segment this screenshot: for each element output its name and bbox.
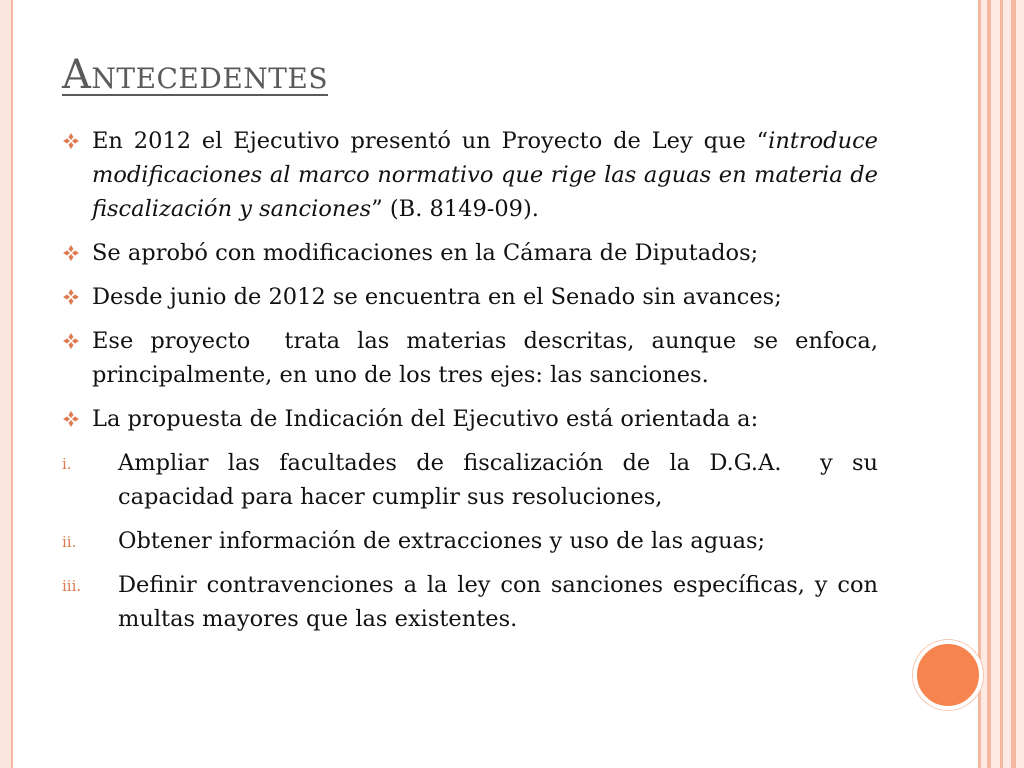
- diamond-bullet-icon: [62, 288, 80, 306]
- numbered-item: [62, 446, 886, 514]
- numbered-item: [62, 568, 878, 636]
- bullet-text: Desde junio de 2012 se encuentra en el Senado sin avances;: [92, 284, 782, 310]
- numbered-text: Definir contravenciones a la ley con sanciones específicas, y con multas mayores que las existentes.: [118, 572, 878, 632]
- diamond-bullet-icon: [62, 244, 80, 262]
- roman-numeral: i.: [62, 455, 72, 473]
- bullet-list: [62, 124, 886, 646]
- orange-circle-decoration: [913, 640, 983, 710]
- bullet-text: En 2012 el Ejecutivo presentó un Proyecto de Ley que “: [92, 128, 769, 154]
- frame-stripe: [987, 0, 991, 768]
- left-frame-border: [0, 0, 13, 768]
- numbered-item: [62, 524, 878, 558]
- bullet-text: Ese proyecto trata las materias descritas, aunque se enfoca, principalmente, en uno de los tres ejes: las sanciones.: [92, 328, 886, 388]
- frame-stripe: [1000, 0, 1003, 768]
- roman-numeral: iii.: [62, 577, 82, 595]
- frame-stripe: [1011, 0, 1016, 768]
- bullet-item: [62, 402, 878, 436]
- roman-numeral: ii.: [62, 533, 77, 551]
- diamond-bullet-icon: [62, 132, 80, 150]
- bullet-quote-italic: introduce modificaciones al marco normativo que rige las aguas en materia de fiscalización y sanciones: [92, 128, 878, 222]
- frame-stripe: [978, 0, 981, 768]
- bullet-item: [62, 280, 878, 314]
- diamond-bullet-icon: [62, 410, 80, 428]
- right-frame-stripes: [978, 0, 1024, 768]
- bullet-item: [62, 236, 878, 270]
- bullet-item: [62, 324, 886, 392]
- bullet-item: [62, 124, 878, 226]
- diamond-bullet-icon: [62, 332, 80, 350]
- bullet-text: La propuesta de Indicación del Ejecutivo está orientada a:: [92, 406, 759, 432]
- slide-title: Antecedentes: [62, 52, 329, 98]
- numbered-text: Obtener información de extracciones y uso de las aguas;: [118, 528, 766, 554]
- numbered-text: Ampliar las facultades de fiscalización de la D.G.A. y su capacidad para hacer cumplir sus resoluciones,: [118, 450, 886, 510]
- bullet-text: Se aprobó con modificaciones en la Cámara de Diputados;: [92, 240, 759, 266]
- bullet-text: ” (B. 8149-09).: [371, 196, 539, 222]
